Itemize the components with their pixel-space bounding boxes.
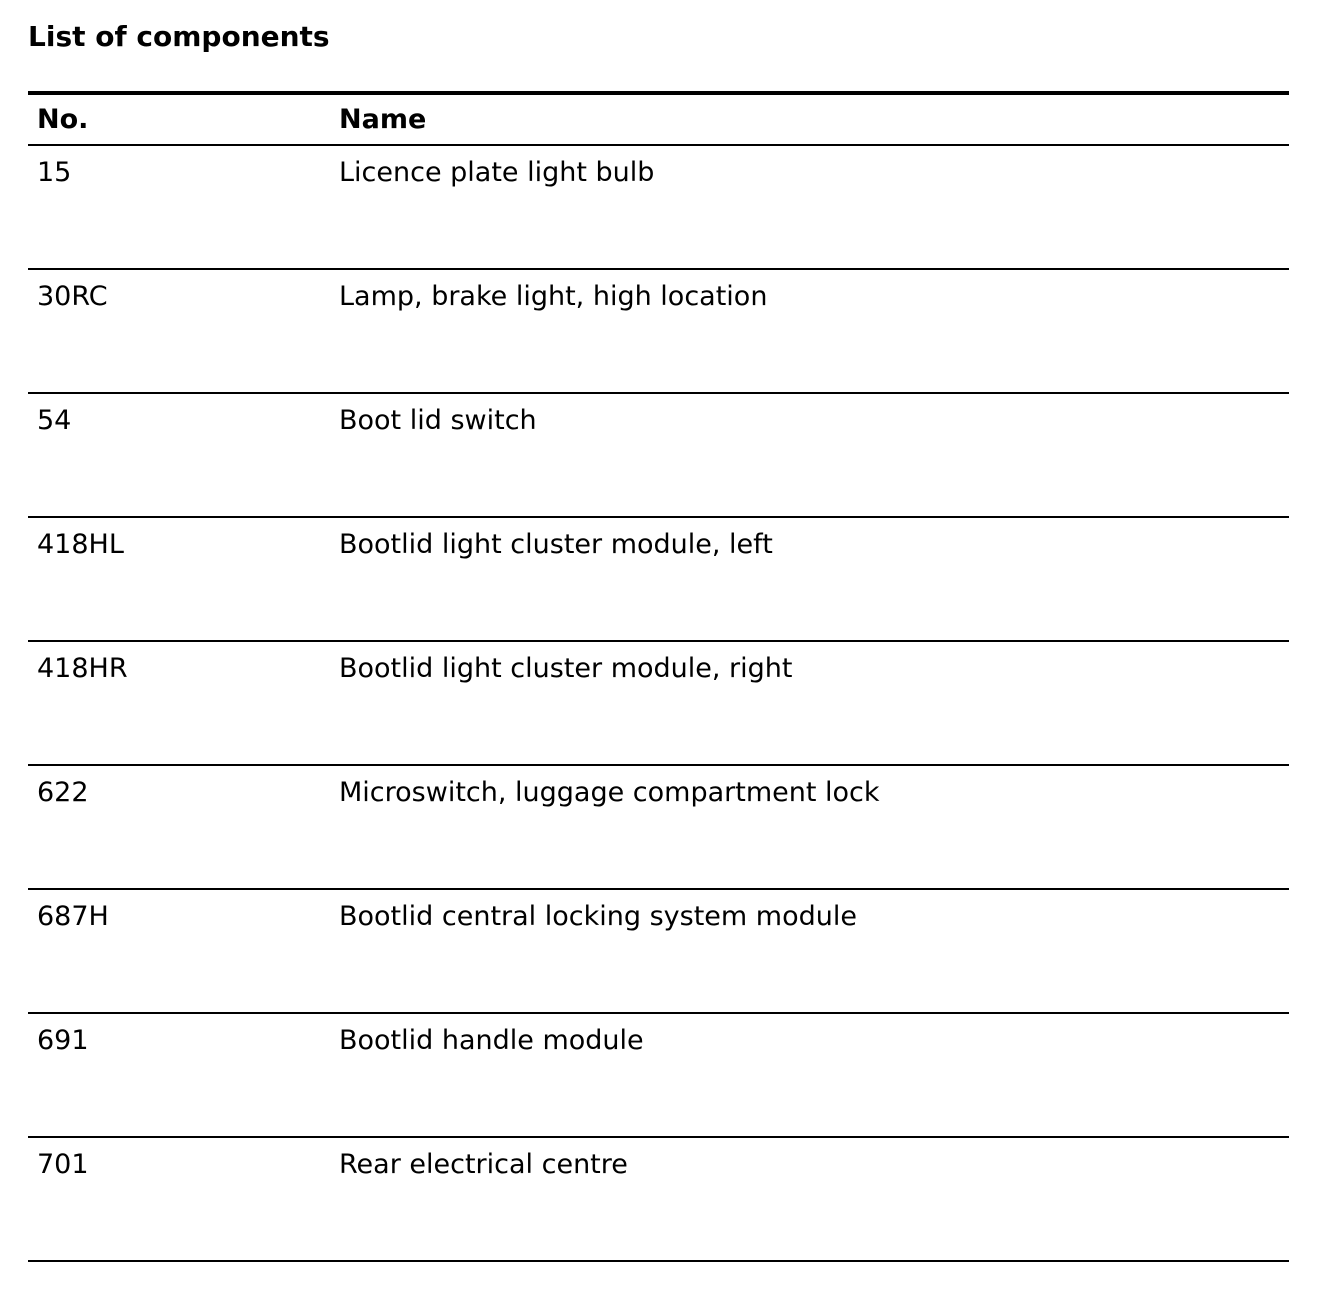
components-table [28,91,1289,1262]
table-row [28,393,1289,517]
page-title: List of components [28,20,330,53]
component-number: 30RC [37,281,108,312]
table-row [28,641,1289,765]
component-number: 418HL [37,529,124,560]
component-number: 701 [37,1149,89,1180]
component-name: Boot lid switch [339,405,537,436]
component-name: Bootlid light cluster module, left [339,529,773,560]
table-row [28,517,1289,641]
column-header-no: No. [37,103,89,135]
component-name: Bootlid central locking system module [339,901,857,932]
table-row [28,269,1289,393]
component-number: 687H [37,901,109,932]
component-number: 418HR [37,653,128,684]
component-number: 691 [37,1025,89,1056]
component-name: Rear electrical centre [339,1149,628,1180]
component-name: Licence plate light bulb [339,157,655,188]
component-number: 15 [37,157,72,188]
table-row [28,1013,1289,1137]
component-name: Microswitch, luggage compartment lock [339,777,880,808]
component-number: 54 [37,405,72,436]
component-number: 622 [37,777,89,808]
column-header-name: Name [339,103,427,135]
table-header-row [28,93,1289,145]
table-row [28,889,1289,1013]
table-row [28,1137,1289,1261]
component-name: Bootlid light cluster module, right [339,653,793,684]
component-name: Bootlid handle module [339,1025,644,1056]
table-row [28,765,1289,889]
table-row [28,145,1289,269]
component-name: Lamp, brake light, high location [339,281,768,312]
